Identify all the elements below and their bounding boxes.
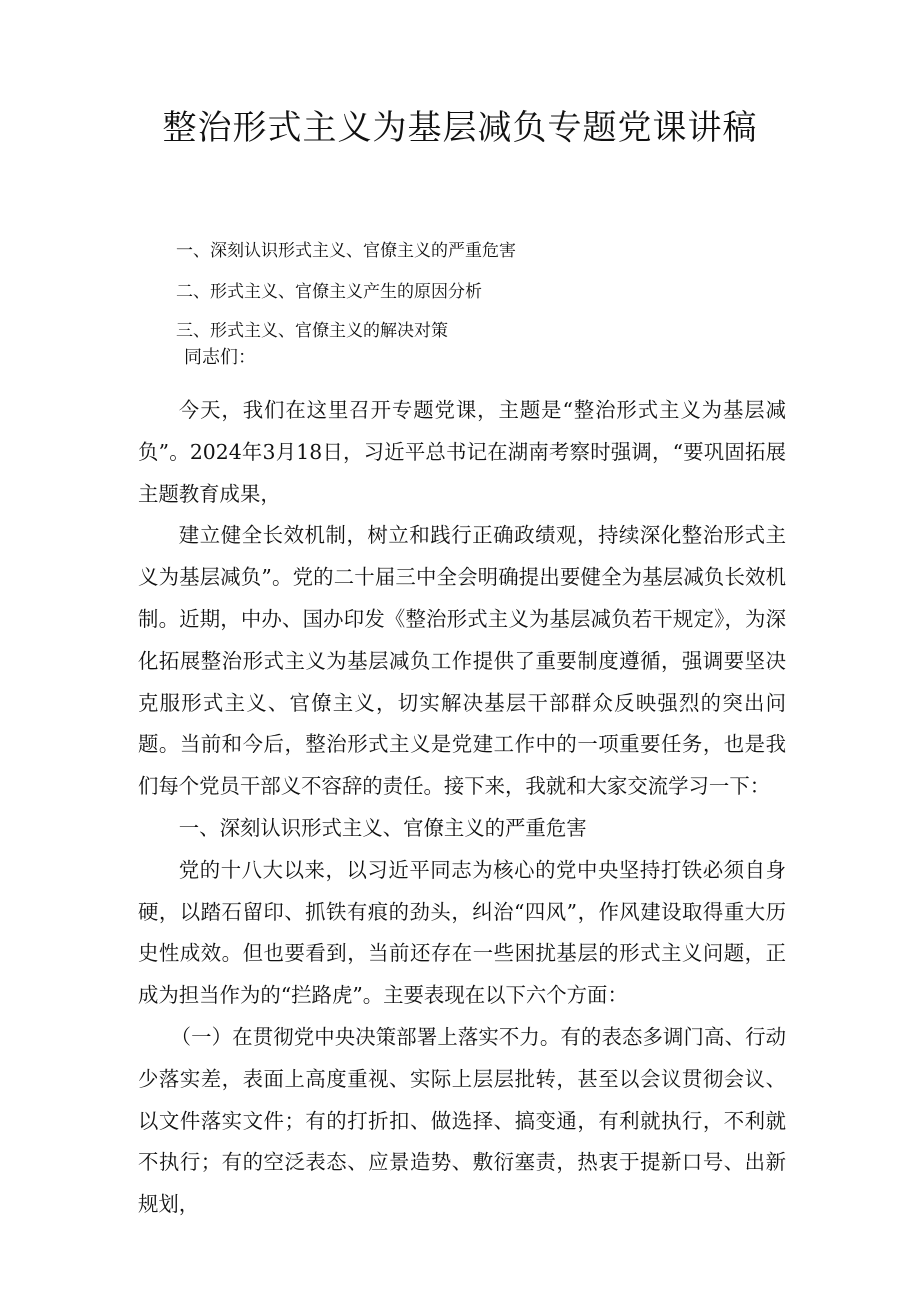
greeting: 同志们： [184,347,256,368]
paragraph-policy: 建立健全长效机制，树立和践行正确政绩观，持续深化整治形式主义为基层减负”。党的二十届三中全会明确提出要健全为基层减负长效机制。近期，中办、国办印发《整治形式主义为基层减负若干规定》，为深化拓展整治形式主义为基层减负工作提供了重要制度遵循，强调要坚决克服形式主义、官僚主义，切实解决基层干部群众反映强烈的突出问题。当前和今后，整治形式主义是党建工作中的一项重要任务，也是我们每个党员干部义不容辞的责任。接下来，我就和大家交流学习一下： [138,523,786,799]
document-body [138,390,786,1226]
document-title: 整治形式主义为基层减负专题党课讲稿 [162,108,758,148]
outline-item-1: 一、深刻认识形式主义、官僚主义的严重危害 [176,241,516,261]
outline-item-3: 三、形式主义、官僚主义的解决对策 [176,321,448,341]
paragraph-subsection-1: （一）在贯彻党中央决策部署上落实不力。有的表态多调门高、行动少落实差，表面上高度重视、实际上层层批转，甚至以会议贯彻会议、以文件落实文件；有的打折扣、做选择、搞变通，有利就执行，不利就不执行；有的空泛表态、应景造势、敷衍塞责，热衷于提新口号、出新规划， [138,1024,786,1217]
paragraph-section-1: 党的十八大以来，以习近平同志为核心的党中央坚持打铁必须自身硬，以踏石留印、抓铁有痕的劲头，纠治“四风”，作风建设取得重大历史性成效。但也要看到，当前还存在一些困扰基层的形式主义问题，正成为担当作为的“拦路虎”。主要表现在以下六个方面： [138,857,786,1008]
outline-item-2: 二、形式主义、官僚主义产生的原因分析 [176,282,482,302]
paragraph-intro: 今天，我们在这里召开专题党课，主题是“整治形式主义为基层减负”。2024年3月18日，习近平总书记在湖南考察时强调，“要巩固拓展主题教育成果， [138,398,786,506]
section-heading-1: 一、深刻认识形式主义、官僚主义的严重危害 [178,815,587,840]
